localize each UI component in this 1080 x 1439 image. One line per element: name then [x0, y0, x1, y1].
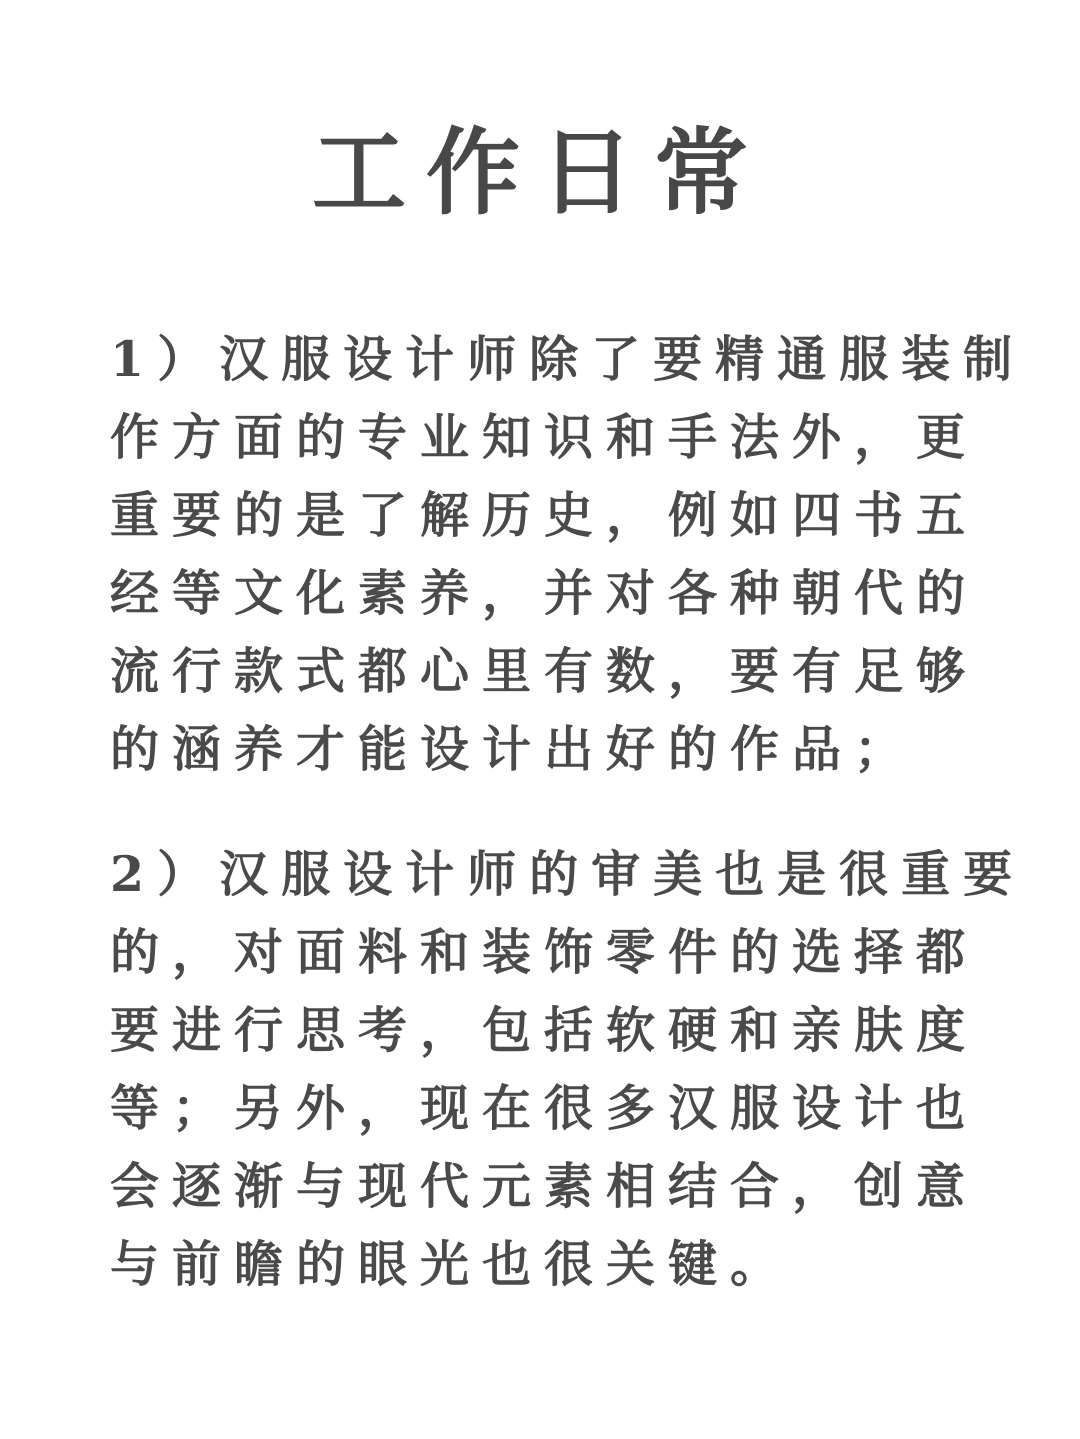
paragraph-line: 经等文化素养，并对各种朝代的 — [110, 564, 979, 622]
paragraph-line: 流行款式都心里有数，要有足够 — [110, 642, 979, 700]
paragraph-line: 1）汉服设计师除了要精通服装制 — [110, 330, 1026, 388]
paragraph-line: 会逐渐与现代元素相结合，创意 — [110, 1157, 979, 1215]
paragraph-line: 的涵养才能设计出好的作品； — [110, 720, 917, 778]
paragraph-line: 作方面的专业知识和手法外，更 — [110, 408, 979, 466]
paragraph-line: 要进行思考，包括软硬和亲肤度 — [110, 1001, 979, 1059]
paragraph-line: 2）汉服设计师的审美也是很重要 — [110, 845, 1026, 903]
paragraph-line: 等；另外，现在很多汉服设计也 — [110, 1079, 979, 1137]
paragraph-line: 重要的是了解历史，例如四书五 — [110, 486, 979, 544]
paragraph-line: 的，对面料和装饰零件的选择都 — [110, 923, 979, 981]
paragraph-2 — [110, 835, 1026, 1303]
page-title: 工作日常 — [311, 118, 768, 228]
paragraph-1 — [110, 320, 1026, 788]
paragraph-line: 与前瞻的眼光也很关键。 — [110, 1235, 793, 1293]
